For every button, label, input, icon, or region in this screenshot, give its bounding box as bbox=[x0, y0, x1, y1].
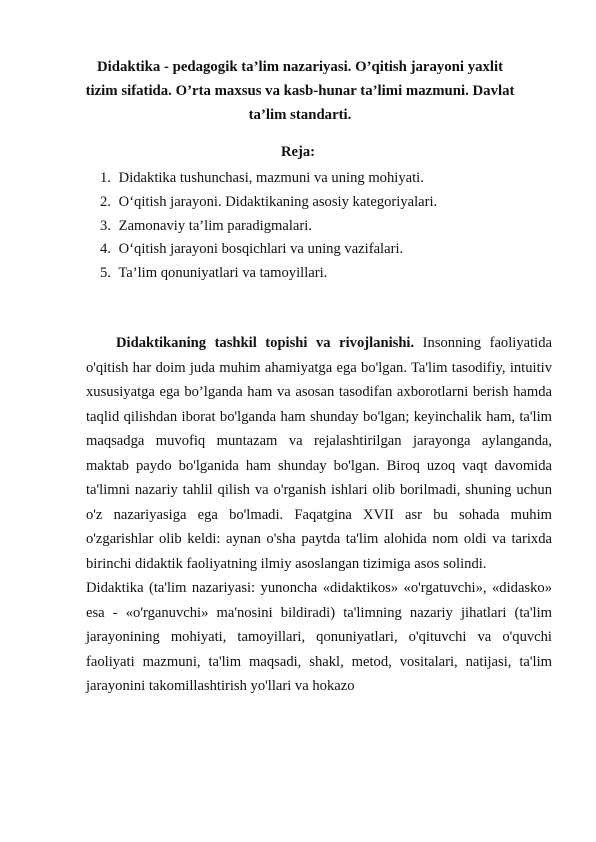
paragraph-definition: Didaktika (ta'lim nazariyasi: yunoncha «didaktikos» «o'rgatuvchi», «didasko» esa - «o'rganuvchi» ma'nosini bildiradi) ta'limning nazariy jihatlari (ta'lim jarayonining mohiyati, tamoyillari, qonuniyatlari, o'qituvchi va o'quvchi faoliyati mazmuni, ta'lim maqsadi, shakl, metod, vositalari, natijasi, ta'lim jarayonini takomillashtirish yo'llari va hokazo bbox=[86, 580, 552, 694]
plan-item-number: 2. bbox=[100, 193, 111, 210]
plan-item-text: O‘qitish jarayoni. Didaktikaning asosiy kategoriyalari. bbox=[118, 193, 438, 210]
plan-item-text: Zamonaviy ta’lim paradigmalari. bbox=[118, 217, 312, 234]
plan-item-text: Didaktika tushunchasi, mazmuni va uning mohiyati. bbox=[118, 170, 424, 186]
paragraph-history bbox=[86, 331, 552, 576]
plan-item-number: 3. bbox=[100, 217, 111, 234]
plan-item bbox=[100, 168, 520, 192]
plan-item-number: 4. bbox=[100, 241, 111, 258]
plan-item bbox=[100, 263, 520, 287]
plan-list bbox=[100, 168, 520, 287]
plan-item-text: O‘qitish jarayoni bosqichlari va uning vazifalari. bbox=[118, 241, 404, 258]
paragraph-text: Insonning faoliyatida o'qitish har doim juda muhim ahamiyatga ega bo'lgan. Ta'lim tasodifiy, intuitiv xususiyatga ega bo’lganda ham va asosan tasodifan axborotlarni berish hamda taqlid qilishdan iborat bo'lganda ham shunday bo'lgan; keyinchalik ham, ta'lim maqsadga muvofiq muntazam va rejalashtirilgan jarayonga aylanganda, maktab paydo bo'lganida ham shunday bo'lgan. Biroq uzoq vaqt davomida ta'limni nazariy tahlil qilish va o'rganish ishlari olib borilmadi, shuning uchun o'z nazariyasiga ega bo'lmadi. Faqatgina XVII asr bu sohada muhim o'zgarishlar olib keldi: aynan o'sha paytda ta'lim alohida nom oldi va tarixda birinchi didaktik faoliyatning ilmiy asoslangan tizimiga asos solindi. bbox=[86, 335, 552, 572]
plan-heading: Reja: bbox=[280, 144, 316, 160]
document-body bbox=[86, 331, 552, 699]
plan-item-number: 5. bbox=[100, 265, 111, 282]
document-title: Didaktika - pedagogik ta’lim nazariyasi. O’qitish jarayoni yaxlit tizim sifatida. O’rta maxsus va kasb-hunar ta’limi mazmuni. Davlat ta’lim standarti. bbox=[85, 59, 515, 123]
plan-item bbox=[100, 192, 520, 216]
section-heading: Didaktikaning tashkil topishi va rivojlanishi. bbox=[116, 335, 415, 351]
plan-item bbox=[100, 216, 520, 240]
plan-item-text: Ta’lim qonuniyatlari va tamoyillari. bbox=[118, 265, 328, 282]
plan-item-number: 1. bbox=[100, 170, 111, 186]
plan-item bbox=[100, 239, 520, 263]
